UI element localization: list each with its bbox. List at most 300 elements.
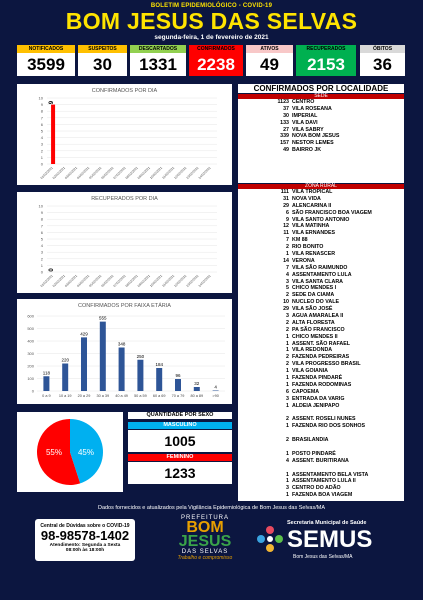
- hotline-phone[interactable]: 98-98578-1402: [40, 528, 130, 543]
- locality-row: [238, 223, 404, 230]
- locality-count: 49: [283, 147, 289, 154]
- locality-name: IMPERIAL: [292, 112, 318, 119]
- locality-row: [238, 272, 404, 279]
- locality-count: 1: [286, 368, 289, 375]
- locality-name: BRASILANDIA: [292, 437, 329, 444]
- y-tick-label: 3: [40, 141, 43, 147]
- locality-row: [238, 458, 404, 465]
- y-tick-label: 500: [27, 326, 34, 331]
- locality-row: [238, 423, 404, 430]
- semus-emblem-icon: [255, 524, 285, 554]
- locality-name: VILA SANTO ANTONIO: [292, 216, 350, 223]
- locality-name: NOVA BOM JESUS: [292, 133, 340, 140]
- locality-count: 4: [286, 271, 289, 278]
- male-label: MASCULINO: [128, 422, 232, 429]
- sede-section-label: SEDE: [238, 94, 404, 99]
- y-tick-label: 9: [40, 102, 43, 108]
- locality-row: [238, 292, 404, 299]
- locality-count: 1: [286, 251, 289, 258]
- pie-label-male: 45%: [77, 448, 95, 457]
- sex-title: QUANTIDADE POR SEXO: [128, 412, 232, 419]
- hotline-hours: Atendimento: Segunda a Sexta: [49, 543, 121, 548]
- pref-name-1: BOM: [186, 519, 224, 536]
- x-tick-label: 06/02/2021: [100, 165, 115, 180]
- locality-count: 1: [286, 492, 289, 499]
- age-group-panel: [17, 299, 232, 404]
- y-tick-label: 3: [40, 249, 43, 255]
- locality-name: ASSENTAMENTO BELA VISTA: [292, 471, 369, 478]
- locality-count: 1: [286, 423, 289, 430]
- y-tick-label: 9: [40, 210, 43, 216]
- locality-count: 1123: [277, 99, 289, 105]
- semus-city: Bom Jesus das Selvas/MA: [293, 554, 353, 560]
- bar-value-label: 96: [175, 373, 181, 378]
- sex-pie-chart: [17, 412, 123, 492]
- locality-count: 6: [286, 388, 289, 395]
- locality-count: 1: [286, 450, 289, 457]
- locality-name: POSTO PINDARÉ: [292, 450, 336, 457]
- locality-name: FAZENDA RIO DOS SONHOS: [292, 423, 366, 430]
- age-bar: [156, 368, 162, 391]
- pref-name-2: JESUS: [178, 533, 232, 550]
- stat-notificados: [17, 45, 75, 76]
- x-tick-label: 12/02/2021: [173, 165, 188, 180]
- locality-count: 111: [280, 189, 289, 195]
- age-group-chart: [17, 299, 232, 404]
- locality-row: [238, 140, 404, 147]
- rural-list: [238, 189, 404, 501]
- locality-count: 2: [286, 326, 289, 333]
- locality-row: [238, 313, 404, 320]
- locality-row: [238, 389, 404, 396]
- locality-count: 1: [286, 381, 289, 388]
- locality-row: [238, 334, 404, 341]
- bar-value-label: 250: [136, 353, 145, 359]
- y-tick-label: 6: [40, 229, 43, 235]
- locality-name: ASSENT. ROSELI NUNES: [292, 416, 356, 423]
- stat-label: ÓBITOS: [360, 45, 405, 53]
- locality-count: 12: [283, 223, 289, 230]
- y-tick-label: 2: [40, 148, 43, 154]
- locality-row: [238, 465, 404, 472]
- locality-row: [238, 265, 404, 272]
- stat-label: RECUPERADOS: [296, 45, 356, 53]
- locality-row: [238, 416, 404, 423]
- locality-name: PA SÃO FRANCISCO: [292, 326, 345, 333]
- x-tick-label: 03/02/2021: [63, 273, 79, 288]
- x-tick-label: 07/02/2021: [112, 165, 127, 180]
- x-tick-label: 07/02/2021: [112, 273, 127, 288]
- locality-count: 2: [286, 319, 289, 326]
- locality-row: [238, 437, 404, 444]
- locality-count: 339: [280, 133, 289, 140]
- locality-row: [238, 127, 404, 134]
- age-bar: [100, 322, 106, 391]
- locality-row: [238, 258, 404, 265]
- locality-count: 3: [286, 485, 289, 492]
- localities-title: CONFIRMADOS POR LOCALIDADE: [238, 84, 404, 93]
- stat-label: SUSPEITOS: [78, 45, 127, 53]
- locality-name: NOVA VIDA: [292, 195, 321, 202]
- locality-count: 2: [286, 244, 289, 251]
- confirmed-per-day-chart: [17, 84, 232, 185]
- stat-value: 3599: [17, 53, 75, 76]
- locality-name: SÃO FRANCISCO BOA VIAGEM: [292, 209, 372, 216]
- bar-value-label: 9: [49, 100, 56, 105]
- locality-row: [238, 244, 404, 251]
- bar-value-label: 32: [194, 381, 200, 386]
- locality-count: 31: [283, 195, 289, 202]
- locality-count: 1: [286, 471, 289, 478]
- x-tick-label: 11/02/2021: [161, 273, 176, 288]
- locality-name: VILA SANTA CLARA: [292, 278, 344, 285]
- locality-name: CAPOEMA: [292, 388, 320, 395]
- locality-row: [238, 230, 404, 237]
- y-tick-label: 600: [27, 313, 34, 319]
- bar-value-label: 348: [117, 341, 126, 347]
- locality-count: 10: [283, 299, 289, 306]
- locality-name: NUCLEO DO VALE: [292, 299, 339, 306]
- locality-count: 27: [283, 126, 289, 133]
- locality-name: RIO BONITO: [292, 244, 324, 251]
- locality-name: VILA PROGRESSO BRASIL: [292, 361, 361, 368]
- y-tick-label: 0: [40, 269, 43, 275]
- x-tick-label: 14/02/2021: [197, 165, 212, 180]
- recovered-per-day-panel: [17, 192, 232, 293]
- locality-row: [238, 368, 404, 375]
- locality-row: [238, 196, 404, 203]
- locality-row: [238, 396, 404, 403]
- y-tick-label: 2: [40, 256, 43, 262]
- locality-count: 11: [283, 230, 289, 237]
- locality-name: ASSENTAMENTO LULA: [292, 271, 352, 278]
- locality-name: ALTA FLORESTA: [292, 319, 335, 326]
- x-tick-label: 11/02/2021: [161, 165, 176, 180]
- locality-row: [238, 113, 404, 120]
- locality-row: [238, 147, 404, 154]
- locality-name: VILA ROSEANA: [292, 105, 332, 112]
- locality-name: CENTRO: [292, 99, 315, 105]
- x-tick-label: 13/02/2021: [185, 273, 200, 288]
- recovered-per-day-chart: [17, 192, 232, 293]
- locality-count: 1: [286, 333, 289, 340]
- y-tick-label: 7: [40, 115, 43, 121]
- y-tick-label: 10: [38, 203, 43, 209]
- locality-row: [238, 472, 404, 479]
- locality-row: [238, 320, 404, 327]
- semus-logo: [255, 520, 395, 566]
- bar-value-label: 184: [155, 362, 163, 367]
- bar-value-label: 0: [49, 268, 56, 272]
- bulletin-label: BOLETIM EPIDEMIOLÓGICO - COVID-19: [150, 3, 273, 9]
- locality-name: ALENCARINA II: [292, 202, 332, 209]
- sede-list: [238, 99, 404, 183]
- data-bar: [51, 105, 55, 164]
- age-bar: [62, 364, 68, 392]
- page-title: BOM JESUS DAS SELVAS: [65, 8, 358, 34]
- y-tick-label: 8: [40, 216, 43, 222]
- x-tick-label: 70 a 79: [171, 394, 185, 398]
- age-bar: [43, 376, 49, 391]
- bar-value-label: 118: [42, 370, 50, 376]
- locality-row: [238, 106, 404, 113]
- locality-name: VILA SÃO JOSÉ: [292, 306, 333, 313]
- x-tick-label: 01/02/2021: [39, 273, 54, 288]
- locality-row: [238, 120, 404, 127]
- x-tick-label: 80 a 89: [190, 394, 204, 398]
- y-tick-label: 0: [31, 388, 34, 394]
- stat-recuperados: [296, 45, 356, 76]
- locality-row: [238, 451, 404, 458]
- age-group-title: CONFIRMADOS POR FAIXA ETÁRIA: [78, 303, 171, 309]
- locality-count: 1: [286, 402, 289, 409]
- locality-name: VILA MATINHA: [292, 223, 330, 230]
- locality-name: ASSENTAMENTO LULA II: [292, 478, 356, 485]
- y-tick-label: 8: [40, 108, 43, 114]
- age-bar: [81, 337, 87, 391]
- locality-row: [238, 99, 404, 106]
- x-tick-label: >90: [212, 394, 219, 398]
- semus-name: SEMUS: [287, 526, 373, 553]
- locality-count: 3: [286, 395, 289, 402]
- stat-value: 2238: [189, 53, 243, 76]
- locality-count: 2: [286, 292, 289, 299]
- locality-row: [238, 361, 404, 368]
- locality-name: ALDEIA JENIPAPO: [292, 402, 340, 409]
- locality-name: VILA RENASCER: [292, 251, 336, 258]
- y-tick-label: 1: [40, 154, 43, 160]
- stat-value: 1331: [130, 53, 186, 76]
- x-tick-label: 04/02/2021: [76, 273, 91, 288]
- locality-count: 1: [286, 478, 289, 485]
- x-tick-label: 08/02/2021: [124, 165, 139, 180]
- x-tick-label: 04/02/2021: [76, 165, 91, 180]
- locality-name: FAZENDA BOA VIAGEM: [292, 492, 353, 499]
- x-tick-label: 09/02/2021: [136, 273, 151, 288]
- semus-subtitle: Secretaria Municipal de Saúde: [287, 520, 367, 526]
- hotline-title: Central de Dúvidas sobre o COVID-19: [40, 523, 130, 529]
- x-tick-label: 05/02/2021: [88, 273, 103, 288]
- y-tick-label: 7: [40, 223, 43, 229]
- locality-name: FAZENDA RODOMINAS: [292, 381, 352, 388]
- y-tick-label: 400: [27, 338, 34, 344]
- hotline-hours-time: 08:00h às 18:00h: [65, 548, 105, 553]
- locality-count: 29: [283, 202, 289, 209]
- x-tick-label: 03/02/2021: [63, 165, 79, 180]
- locality-row: [238, 217, 404, 224]
- y-tick-label: 10: [38, 95, 43, 101]
- locality-count: 7: [286, 237, 289, 244]
- locality-row: [238, 403, 404, 410]
- locality-row: [238, 382, 404, 389]
- locality-name: KM 88: [292, 237, 308, 244]
- x-tick-label: 50 a 59: [134, 394, 147, 398]
- locality-name: ENTRADA DA VARIG: [292, 395, 345, 402]
- female-count: 1233: [128, 462, 232, 484]
- locality-row: [238, 237, 404, 244]
- x-tick-label: 05/02/2021: [88, 165, 103, 180]
- x-tick-label: 13/02/2021: [185, 165, 200, 180]
- locality-count: 5: [286, 285, 289, 292]
- locality-row: [238, 306, 404, 313]
- locality-row: [238, 203, 404, 210]
- age-bar: [213, 391, 219, 392]
- locality-name: AGUA AMARALEA II: [292, 313, 344, 320]
- locality-name: CHICO MENDES I: [292, 285, 337, 292]
- locality-row: [238, 492, 404, 499]
- pie-label-female: 55%: [45, 448, 63, 457]
- locality-row: [238, 485, 404, 492]
- locality-row: [238, 444, 404, 451]
- locality-count: 1: [286, 340, 289, 347]
- stat-label: NOTIFICADOS: [17, 45, 75, 53]
- locality-name: FAZENDA PINDARÉ: [292, 375, 343, 382]
- locality-row: [238, 210, 404, 217]
- y-tick-label: 300: [27, 351, 34, 356]
- age-bar: [194, 387, 200, 391]
- locality-name: ASSENT. BURITIRANA: [292, 457, 349, 464]
- locality-name: CENTRO DO ADÃO: [292, 485, 341, 492]
- locality-row: [238, 354, 404, 361]
- locality-count: 2: [286, 416, 289, 423]
- y-tick-label: 100: [27, 376, 34, 381]
- locality-count: 157: [280, 140, 289, 147]
- x-tick-label: 20 a 29: [77, 394, 91, 398]
- locality-row: [238, 375, 404, 382]
- stat-confirmados: [189, 45, 243, 76]
- locality-row: [238, 251, 404, 258]
- locality-name: VILA REDONDA: [292, 347, 333, 354]
- locality-count: 7: [286, 264, 289, 271]
- x-tick-label: 01/02/2021: [39, 165, 54, 180]
- locality-count: 133: [280, 119, 289, 126]
- y-tick-label: 5: [40, 128, 43, 134]
- age-bar: [137, 360, 143, 391]
- locality-name: BAIRRO JK: [292, 147, 322, 154]
- locality-count: 37: [283, 105, 289, 112]
- stat-ativos: [246, 45, 293, 76]
- x-tick-label: 02/02/2021: [51, 165, 66, 180]
- y-tick-label: 6: [40, 121, 43, 127]
- stat-value: 36: [360, 53, 405, 76]
- x-tick-label: 0 a 9: [42, 394, 51, 398]
- sex-pie-panel: [17, 412, 123, 492]
- x-tick-label: 06/02/2021: [100, 273, 115, 288]
- locality-name: VILA SABRY: [292, 126, 324, 133]
- confirmed-per-day-title: CONFIRMADOS POR DIA: [91, 88, 158, 94]
- y-tick-label: 5: [40, 236, 43, 242]
- x-tick-label: 10/02/2021: [148, 165, 164, 180]
- locality-name: VILA GOIANIA: [292, 368, 328, 375]
- bulletin-date: segunda-feira, 1 de fevereiro de 2021: [154, 34, 269, 41]
- locality-count: 2: [286, 437, 289, 444]
- locality-count: 3: [286, 313, 289, 320]
- pref-name-3: DAS SELVAS: [181, 549, 229, 555]
- locality-row: [238, 430, 404, 437]
- locality-name: VERONA: [292, 257, 315, 264]
- pref-top: PREFEITURA: [180, 515, 229, 521]
- stat-label: ATIVOS: [246, 45, 293, 53]
- stat-label: DESCARTADOS: [130, 45, 186, 53]
- stat-value: 30: [78, 53, 127, 76]
- stat-label: CONFIRMADOS: [189, 45, 243, 53]
- locality-count: 4: [286, 457, 289, 464]
- locality-count: 14: [283, 257, 289, 264]
- x-tick-label: 08/02/2021: [124, 273, 139, 288]
- locality-count: 3: [286, 278, 289, 285]
- confirmed-per-day-panel: [17, 84, 232, 185]
- prefeitura-logo: [166, 515, 244, 565]
- x-tick-label: 02/02/2021: [51, 273, 66, 288]
- age-bar: [119, 348, 125, 392]
- locality-name: VILA DAVI: [292, 119, 318, 126]
- locality-name: CHICO MENDES II: [292, 333, 338, 340]
- locality-count: 30: [283, 112, 289, 119]
- male-count: 1005: [128, 430, 232, 452]
- x-tick-label: 09/02/2021: [136, 165, 151, 180]
- female-label: FEMININO: [128, 454, 232, 461]
- y-tick-label: 4: [40, 243, 43, 249]
- rural-section-label: ZONA RURAL: [238, 184, 404, 189]
- bar-value-label: 4: [214, 384, 217, 390]
- stat-bitos: [360, 45, 405, 76]
- locality-row: [238, 285, 404, 292]
- locality-count: 9: [286, 216, 289, 223]
- locality-row: [238, 133, 404, 140]
- x-tick-label: 14/02/2021: [197, 273, 212, 288]
- locality-row: [238, 410, 404, 417]
- stat-value: 2153: [296, 53, 356, 76]
- x-tick-label: 12/02/2021: [173, 273, 188, 288]
- locality-count: 1: [286, 375, 289, 382]
- locality-name: ASSENT. SÃO RAFAEL: [292, 340, 350, 347]
- locality-count: 2: [286, 361, 289, 368]
- locality-name: VILA TROPICAL: [292, 189, 333, 195]
- locality-row: [238, 279, 404, 286]
- locality-row: [238, 189, 404, 196]
- stat-value: 49: [246, 53, 293, 76]
- locality-row: [238, 341, 404, 348]
- pref-slogan: Trabalho e compromisso: [177, 555, 233, 561]
- bar-value-label: 555: [99, 315, 107, 321]
- bar-value-label: 429: [80, 331, 88, 337]
- y-tick-label: 0: [40, 161, 43, 167]
- locality-name: FAZENDA PEDREIRAS: [292, 354, 350, 361]
- hotline-box: [35, 519, 135, 561]
- x-tick-label: 10/02/2021: [148, 273, 164, 288]
- bar-value-label: 220: [61, 357, 69, 363]
- locality-name: NESTOR LEMES: [292, 140, 334, 147]
- y-tick-label: 4: [40, 135, 43, 141]
- locality-count: 29: [283, 306, 289, 313]
- locality-name: VILA SÃO RAIMUNDO: [292, 264, 348, 271]
- x-tick-label: 60 a 69: [152, 394, 166, 398]
- locality-name: SEDE DA CIAMA: [292, 292, 335, 299]
- locality-name: VILA ERNANDES: [292, 230, 336, 237]
- x-tick-label: 40 a 49: [115, 394, 128, 398]
- locality-count: 2: [286, 354, 289, 361]
- locality-row: [238, 327, 404, 334]
- recovered-per-day-title: RECUPERADOS POR DIA: [91, 196, 158, 202]
- locality-count: 1: [286, 347, 289, 354]
- y-tick-label: 1: [40, 262, 43, 268]
- y-tick-label: 200: [27, 363, 34, 369]
- locality-count: 6: [286, 209, 289, 216]
- x-tick-label: 10 a 19: [58, 394, 72, 398]
- age-bar: [175, 379, 181, 391]
- stat-descartados: [130, 45, 186, 76]
- footer-note: Dados fornecidos e atualizados pela Vigilância Epidemiológica de Bom Jesus das Selvas/MA: [97, 505, 326, 511]
